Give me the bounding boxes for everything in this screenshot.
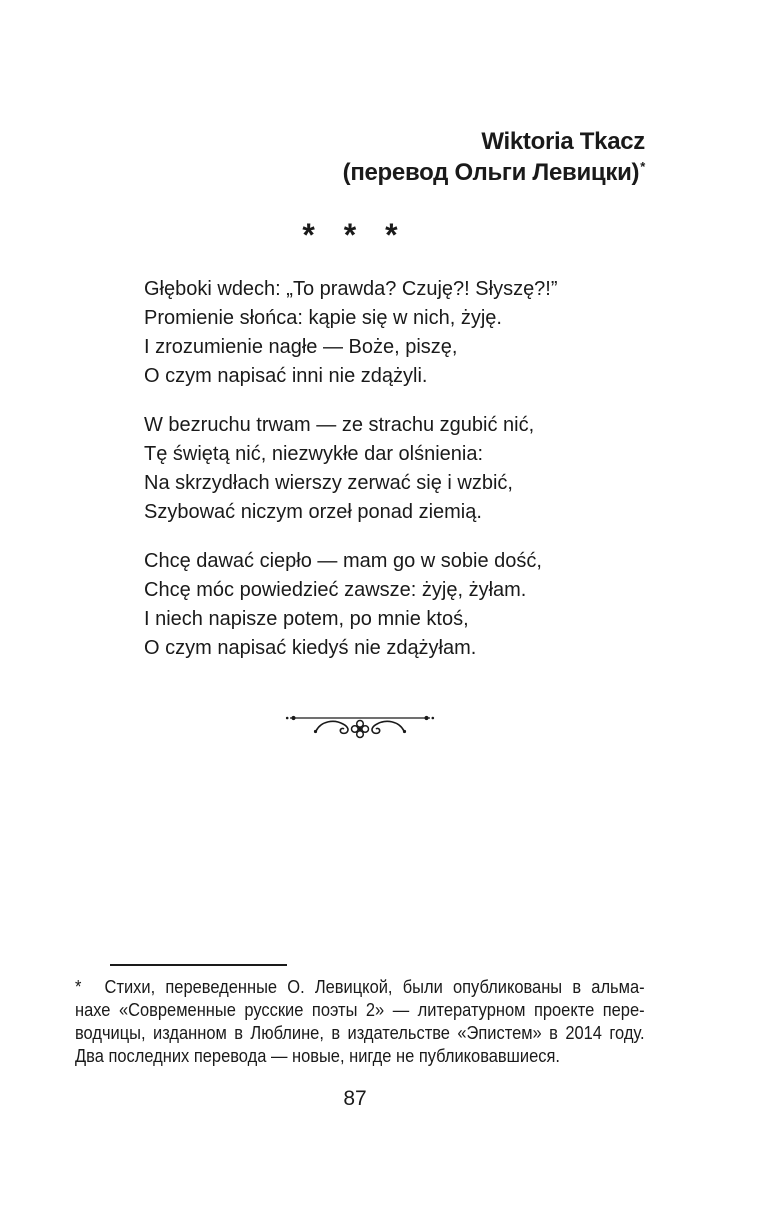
poem-line: W bezruchu trwam — ze strachu zgubić nić, xyxy=(144,414,535,436)
poem-stanza xyxy=(144,547,558,663)
translator-text: (перевод Ольги Левицки) xyxy=(342,159,640,186)
floral-divider-ornament xyxy=(285,710,435,740)
footnote-line: Два последних перевода — новые, нигде не публиковавшиеся. xyxy=(75,1045,560,1066)
footnote-marker: * xyxy=(75,976,82,997)
floral-divider-icon xyxy=(285,710,435,740)
poem-line: O czym napisać kiedyś nie zdążyłam. xyxy=(144,637,477,659)
poem-line: I niech napisze potem, po mnie ktoś, xyxy=(144,608,469,630)
footnote-ref-asterisk: * xyxy=(640,159,645,174)
poem-line: Tę świętą nić, niezwykłe dar olśnienia: xyxy=(144,443,484,465)
author-name: Wiktoria Tkacz xyxy=(481,128,645,155)
poem-header xyxy=(343,126,645,188)
section-marker-asterisks: * * * xyxy=(302,217,408,253)
footnote-line: водчицы, изданном в Люблине, в издательстве «Эпистем» в 2014 году. xyxy=(75,1022,645,1043)
poem-line: Chcę móc powiedzieć zawsze: żyję, żyłam. xyxy=(144,579,527,601)
footnote-separator-rule xyxy=(110,964,287,966)
poem-stanza xyxy=(144,275,558,391)
footnote-line: нахе «Современные русские поэты 2» — литературном проекте пере- xyxy=(75,999,645,1020)
poem-line: Głęboki wdech: „To prawda? Czuję?! Słyszę?!” xyxy=(144,278,558,300)
translator-credit xyxy=(343,157,645,188)
footnote-line xyxy=(75,975,645,998)
poem-body xyxy=(144,275,558,683)
poem-line: Promienie słońca: kąpie się w nich, żyję. xyxy=(144,307,502,329)
poem-line: I zrozumienie nagłe — Boże, piszę, xyxy=(144,336,458,358)
page-number: 87 xyxy=(343,1087,367,1110)
footnote-text: Стихи, переведенные О. Левицкой, были опубликованы в альма- xyxy=(104,976,645,997)
poem-line: O czym napisać inni nie zdążyli. xyxy=(144,365,428,387)
poem-line: Na skrzydłach wierszy zerwać się i wzbić, xyxy=(144,472,513,494)
poem-line: Chcę dawać ciepło — mam go w sobie dość, xyxy=(144,550,542,572)
poem-line: Szybować niczym orzeł ponad ziemią. xyxy=(144,501,482,523)
poem-stanza xyxy=(144,411,558,527)
footnote xyxy=(75,975,645,1067)
